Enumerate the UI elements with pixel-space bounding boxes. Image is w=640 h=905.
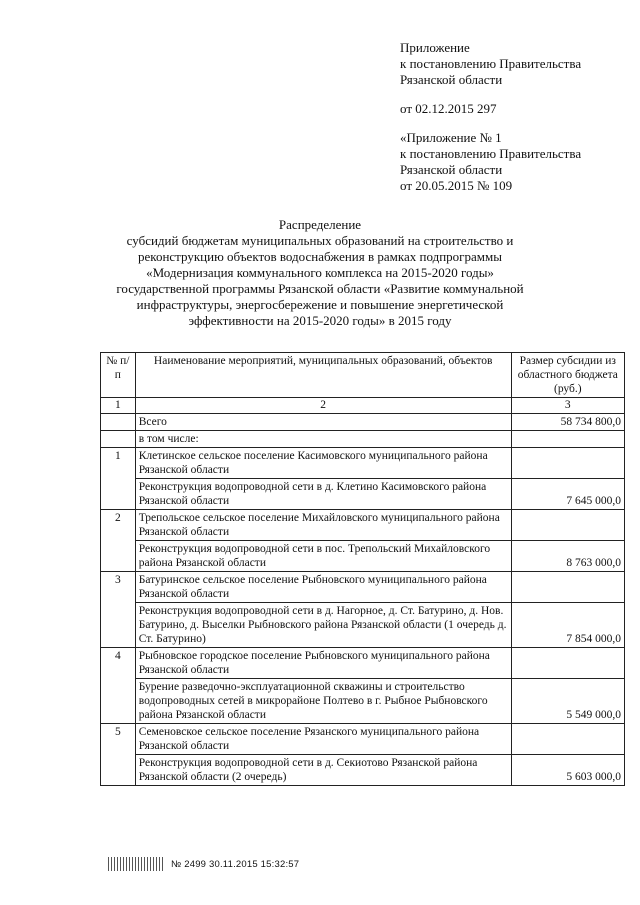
col-index: 2: [135, 398, 511, 414]
appendix-line: Рязанской области: [400, 72, 503, 87]
title-line: инфраструктуры, энергосбережение и повышение энергетической: [136, 297, 504, 312]
project-row: [101, 541, 625, 572]
appendix-header: [400, 40, 635, 88]
orig-appendix-line: от 20.05.2015 № 109: [400, 178, 513, 193]
settlement-amount: [511, 448, 624, 479]
settlement-name: Трепольское сельское поселение Михайловского муниципального района Рязанской области: [135, 510, 511, 541]
project-name: Бурение разведочно-эксплуатационной скважины и строительство водопроводных сетей в микрорайоне Полтево в г. Рыбное Рыбновского района Рязанской области: [135, 679, 511, 724]
project-amount: 5 549 000,0: [511, 679, 624, 724]
row-num: 2: [101, 510, 136, 572]
appendix-line: к постановлению Правительства: [400, 56, 582, 71]
settlement-row: [101, 724, 625, 755]
project-amount: 7 645 000,0: [511, 479, 624, 510]
title-line: Распределение: [278, 217, 362, 232]
total-amount: 58 734 800,0: [511, 414, 624, 431]
including-num: [101, 431, 136, 448]
column-number-row: [101, 398, 625, 414]
project-name: Реконструкция водопроводной сети в пос. Трепольский Михайловского района Рязанской области: [135, 541, 511, 572]
barcode-icon: [108, 857, 163, 871]
title-line: субсидий бюджетам муниципальных образований на строительство и: [126, 233, 514, 248]
title-line: эффективности на 2015-2020 годы» в 2015 году: [188, 313, 452, 328]
settlement-row: [101, 510, 625, 541]
settlement-amount: [511, 572, 624, 603]
orig-appendix-line: к постановлению Правительства: [400, 146, 582, 161]
orig-appendix-line: Рязанской области: [400, 162, 503, 177]
settlement-amount: [511, 648, 624, 679]
row-num: 5: [101, 724, 136, 786]
original-appendix-header: [400, 130, 635, 194]
settlement-name: Рыбновское городское поселение Рыбновского муниципального района Рязанской области: [135, 648, 511, 679]
project-row: [101, 479, 625, 510]
row-num: 4: [101, 648, 136, 724]
including-label: в том числе:: [135, 431, 511, 448]
project-amount: 8 763 000,0: [511, 541, 624, 572]
orig-appendix-line: «Приложение № 1: [400, 130, 502, 145]
col-index: 1: [101, 398, 136, 414]
settlement-amount: [511, 510, 624, 541]
row-num: 3: [101, 572, 136, 648]
settlement-name: Семеновское сельское поселение Рязанского муниципального района Рязанской области: [135, 724, 511, 755]
project-row: [101, 603, 625, 648]
settlement-row: [101, 572, 625, 603]
settlement-amount: [511, 724, 624, 755]
project-name: Реконструкция водопроводной сети в д. Секиотово Рязанской района Рязанской области (2 очередь): [135, 755, 511, 786]
table-header-row: [101, 353, 625, 398]
project-amount: 5 603 000,0: [511, 755, 624, 786]
registration-stamp: № 2499 30.11.2015 15:32:57: [171, 858, 300, 870]
header-name: Наименование мероприятий, муниципальных образований, объектов: [135, 353, 511, 398]
total-num: [101, 414, 136, 431]
row-num: 1: [101, 448, 136, 510]
including-row: [101, 431, 625, 448]
settlement-name: Батуринское сельское поселение Рыбновского муниципального района Рязанской области: [135, 572, 511, 603]
col-index: 3: [511, 398, 624, 414]
project-name: Реконструкция водопроводной сети в д. Клетино Касимовского района Рязанской области: [135, 479, 511, 510]
document-title: [95, 217, 545, 329]
total-label: Всего: [135, 414, 511, 431]
settlement-row: [101, 648, 625, 679]
title-line: государственной программы Рязанской области «Развитие коммунальной: [116, 281, 524, 296]
title-line: реконструкцию объектов водоснабжения в рамках подпрограммы: [138, 249, 502, 264]
settlement-row: [101, 448, 625, 479]
registration-footer: [108, 857, 299, 871]
project-row: [101, 755, 625, 786]
project-amount: 7 854 000,0: [511, 603, 624, 648]
header-amount: Размер субсидии из областного бюджета (руб.): [511, 353, 624, 398]
distribution-table: [100, 352, 625, 786]
project-name: Реконструкция водопроводной сети в д. Нагорное, д. Ст. Батурино, д. Нов. Батурино, д. Выселки Рыбновского района Рязанской области (1 очередь д. Ст. Батурино): [135, 603, 511, 648]
settlement-name: Клетинское сельское поселение Касимовского муниципального района Рязанской области: [135, 448, 511, 479]
decree-date: от 02.12.2015 297: [400, 101, 497, 116]
appendix-title: Приложение: [400, 40, 470, 55]
including-amount: [511, 431, 624, 448]
decree-date-block: [400, 101, 635, 117]
title-line: «Модернизация коммунального комплекса на 2015-2020 годы»: [146, 265, 494, 280]
project-row: [101, 679, 625, 724]
header-num: № п/п: [101, 353, 136, 398]
total-row: [101, 414, 625, 431]
